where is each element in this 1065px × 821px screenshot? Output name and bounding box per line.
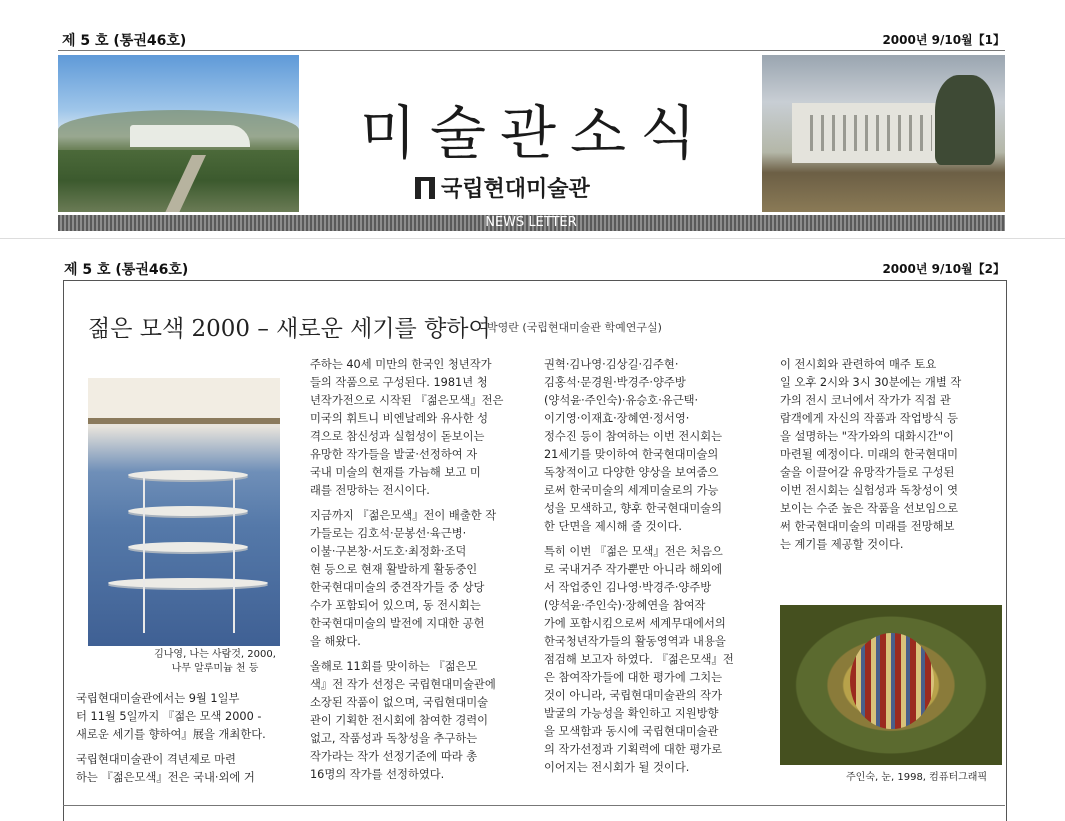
newsletter-title: 미술관소식 xyxy=(359,99,711,167)
paragraph: 이 전시회와 관련하여 매주 토요 일 오후 2시와 3시 30분에는 개별 작 가의 전시 코너에서 작가가 직접 관 람객에게 자신의 작품과 작업방식 등 을 설명하는 "작가와의 대화시간"이 마련될 예정이다. 미래의 한국현대미 술을 이끌어갈 유망작가들로 구성된 이번 전시회는 실험성과 독창성이 엿 보이는 수준 높은 작품을 선보임으로 써 한국현대미술의 미래를 전망해보 는 계기를 제공할 것이다. xyxy=(780,358,962,551)
ribbon-label: NEWS LETTER xyxy=(485,215,577,230)
artwork-image-kim-nayoung xyxy=(88,378,280,646)
article-column-1 xyxy=(76,690,292,794)
page-separator xyxy=(0,238,1065,239)
museum-photo-right xyxy=(762,55,1005,212)
organization-logo xyxy=(415,172,590,203)
artwork-image-ju-insook xyxy=(780,605,1002,765)
article-column-4 xyxy=(780,356,1002,561)
paragraph: 올해로 11회를 맞이하는 『젊은모 색』전 작가 선정은 국립현대미술관에 소장된 작품이 없으며, 국립현대미술 관이 기획한 전시회에 참여한 경력이 없고, 작품성과 독창성을 추구하는 작가라는 작가 선정기준에 따라 총 16명의 작가를 선정하였다. xyxy=(310,660,496,781)
organization-name: 국립현대미술관 xyxy=(441,177,590,202)
paragraph: 지금까지 『젊은모색』전이 배출한 작 가들로는 김호석·문봉선·육근병· 이불·구본창·서도호·최정화·조덕 현 등으로 현재 활발하게 활동중인 한국현대미술의 중견작가들 중 상당 수가 포함되어 있으며, 동 전시회는 한국현대미술의 발전에 지대한 공헌 을 해왔다. xyxy=(310,509,497,648)
article-title: 젊은 모색 2000 – 새로운 세기를 향하여 xyxy=(88,316,491,342)
issue-date-page2: 2000년 9/10월【2】 xyxy=(882,262,1005,276)
artwork-caption-2: 주인숙, 눈, 1998, 컴퓨터그래픽 xyxy=(846,772,988,783)
article-column-3 xyxy=(544,356,762,784)
article-column-2 xyxy=(310,356,528,791)
issue-number: 제 5 호 (통권46호) xyxy=(62,33,187,49)
paragraph: 권혁·김나영·김상길·김주현· 김홍석·문경원·박경주·양주방 (양석윤·주인숙)·유승호·유근택· 이기영·이재효·장혜연·정서영· 정수진 등이 참여하는 이번 전시회는 21세기를 맞이하여 한국현대미술의 독창적이고 다양한 양상을 보여줌으 로써 한국미술의 세계미술로의 가능 성을 모색하고, 향후 한국현대미술의 한 단면을 제시해 줄 것이다. xyxy=(544,358,723,533)
header-rule xyxy=(58,50,1005,51)
museum-logo-icon xyxy=(415,177,435,199)
artwork-caption-1: 김나영, 나는 사람것, 2000, 나무 알루미늄 천 등 xyxy=(154,649,276,674)
museum-photo-left xyxy=(58,55,299,212)
paragraph: 주하는 40세 미만의 한국인 청년작가 들의 작품으로 구성된다. 1981년 청 년작가전으로 시작된 『젊은모색』전은 미국의 휘트니 비엔날레와 유사한 성 격으로 참신성과 실험성이 돋보이는 유망한 작가들을 발굴·선정하여 자 국내 미술의 현재를 가늠해 보고 미 래를 전망하는 전시이다. xyxy=(310,358,504,497)
paragraph: 국립현대미술관에서는 9월 1일부 터 11월 5일까지 『젊은 모색 2000 - 새로운 세기를 향하여』展을 개최한다. xyxy=(76,692,266,741)
newsletter-ribbon xyxy=(58,215,1005,231)
article-byline: 박영란 (국립현대미술관 학예연구실) xyxy=(487,321,662,334)
bottom-rule xyxy=(63,805,1005,806)
paragraph: 특히 이번 『젊은 모색』전은 처음으 로 국내거주 작가뿐만 아니라 해외에 서 작업중인 김나영·박경주·양주방 (양석윤·주인숙)·장혜연을 참여작 가에 포함시킴으로써 세계무대에서의 한국청년작가들의 활동영역과 내용을 점검해 보고자 하였다. 『젊은모색』전 은 참여작가들에 대한 평가에 그치는 것이 아니라, 국립현대미술관의 작가 발굴의 가능성을 확인하고 지원방향 을 모색함과 동시에 국립현대미술관 의 작가선정과 기획력에 대한 평가로 이어지는 전시회가 될 것이다. xyxy=(544,545,734,774)
paragraph: 국립현대미술관이 격년제로 마련 하는 『젊은모색』전은 국내·외에 거 xyxy=(76,753,255,784)
issue-date: 2000년 9/10월【1】 xyxy=(882,33,1005,47)
issue-number-page2: 제 5 호 (통권46호) xyxy=(64,262,189,278)
